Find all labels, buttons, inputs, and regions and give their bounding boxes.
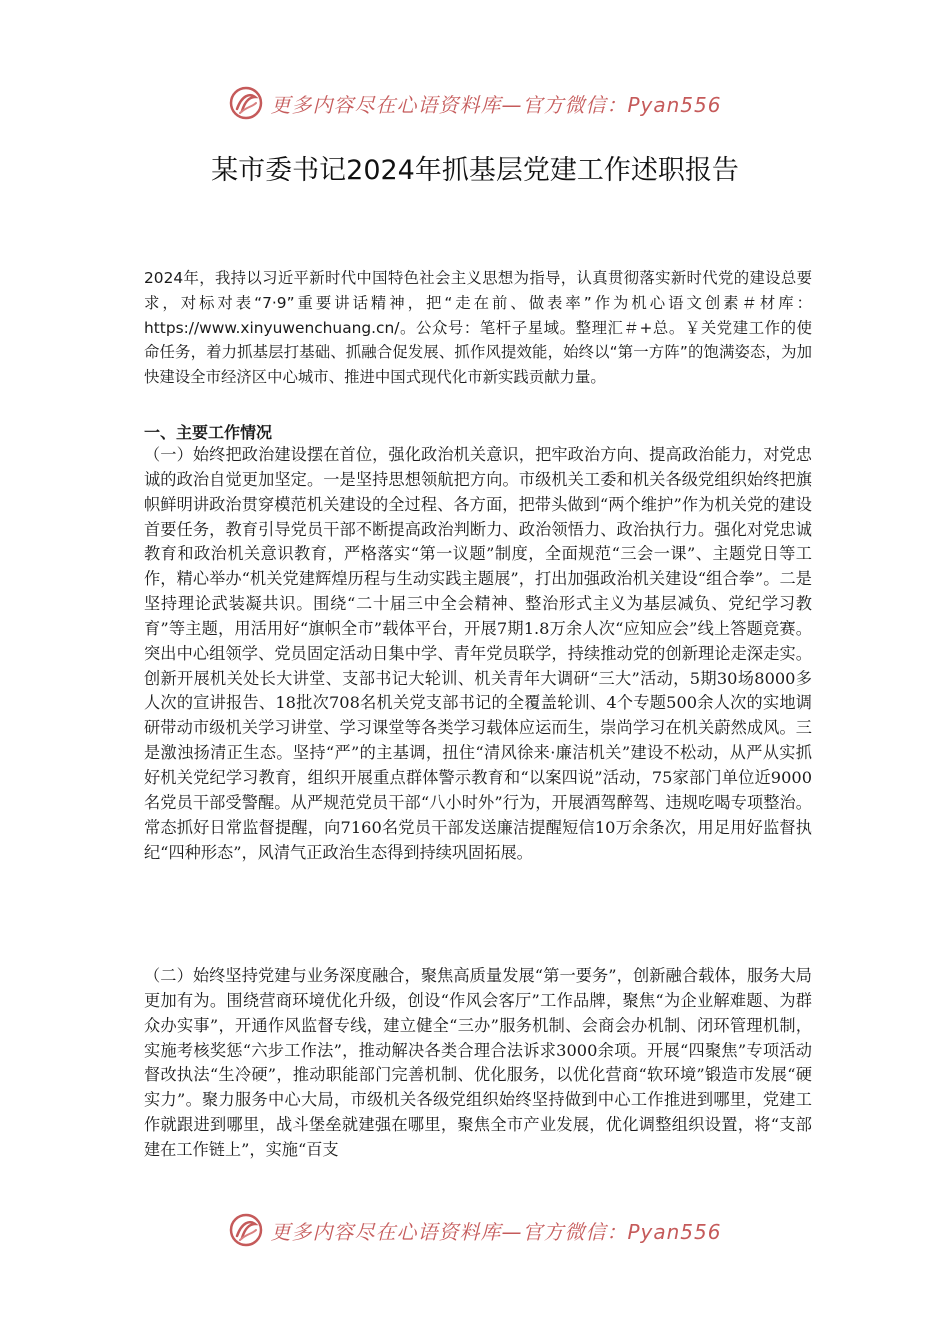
- intro-paragraph: 2024年，我持以习近平新时代中国特色社会主义思想为指导，认真贯彻落实新时代党的建设总要求，对标对表“7·9”重要讲话精神，把“走在前、做表率”作为机心语文创素＃材库：https://www.xinyuwenchuang.cn/。公众号：笔杆子星域。整理汇＃+总。￥关党建工作的使命任务，着力抓基层打基础、抓融合促发展、抓作风提效能，始终以“第一方阵”的饱满姿态，为加快建设全市经济区中心城市、推进中国式现代化市新实践贡献力量。: [144, 269, 812, 387]
- document-title: 某市委书记2024年抓基层党建工作述职报告: [211, 155, 739, 186]
- body-paragraph-2: （二）始终坚持党建与业务深度融合，聚焦高质量发展“第一要务”，创新融合载体，服务大局更加有为。围绕营商环境优化升级，创设“作风会客厅”工作品牌，聚焦“为企业解难题、为群众办实事”，开通作风监督专线，建立健全“三办”服务机制、会商会办机制、闭环管理机制，实施考核奖惩“六步工作法”，推动解决各类合理合法诉求3000余项。开展“四聚焦”专项活动督改执法“生冷硬”，推动职能部门完善机制、优化服务，以优化营商“软环境”锻造市发展“硬实力”。聚力服务中心大局，市级机关各级党组织始终坚持做到中心工作推进到哪里，党建工作就跟进到哪里，战斗堡垒就建强在哪里，聚焦全市产业发展，优化调整组织设置，将“支部建在工作链上”，实施“百支: [144, 966, 812, 1159]
- swirl-logo-icon: [228, 85, 264, 121]
- watermark-text: 更多内容尽在心语资料库—官方微信：Pyan556: [270, 1219, 722, 1244]
- watermark-text: 更多内容尽在心语资料库—官方微信：Pyan556: [270, 92, 722, 117]
- body-paragraph-1: （一）始终把政治建设摆在首位，强化政治机关意识，把牢政治方向、提高政治能力，对党忠诚的政治自觉更加坚定。一是坚持思想领航把方向。市级机关工委和机关各级党组织始终把旗帜鲜明讲政治贯穿模范机关建设的全过程、各方面，把带头做到“两个维护”作为机关党的建设首要任务，教育引导党员干部不断提高政治判断力、政治领悟力、政治执行力。强化对党忠诚教育和政治机关意识教育，严格落实“第一议题”制度，全面规范“三会一课”、主题党日等工作，精心举办“机关党建辉煌历程与生动实践主题展”，打出加强政治机关建设“组合拳”。二是坚持理论武装凝共识。围绕“二十届三中全会精神、整治形式主义为基层减负、党纪学习教育”等主题，用活用好“旗帜全市”载体平台，开展7期1.8万余人次“应知应会”线上答题竞赛。突出中心组领学、党员固定活动日集中学、青年党员联学，持续推动党的创新理论走深走实。创新开展机关处长大讲堂、支部书记大轮训、机关青年大调研“三大”活动，5期30场8000多人次的宣讲报告、18批次708名机关党支部书记的全覆盖轮训、4个专题500余人次的实地调研带动市级机关学习讲堂、学习课堂等各类学习载体应运而生，崇尚学习在机关蔚然成风。三是激浊扬清正生态。坚持“严”的主基调，扭住“清风徐来·廉洁机关”建设不松动，从严从实抓好机关党纪学习教育，组织开展重点群体警示教育和“以案四说”活动，75家部门单位近9000名党员干部受警醒。从严规范党员干部“八小时外”行为，开展酒驾醉驾、违规吃喝专项整治。常态抓好日常监督提醒，向7160名党员干部发送廉洁提醒短信10万余条次，用足用好监督执纪“四种形态”，风清气正政治生态得到持续巩固拓展。: [144, 445, 812, 862]
- swirl-logo-icon: [228, 1212, 264, 1248]
- watermark-banner-top: [0, 83, 950, 123]
- section-heading: 一、主要工作情况: [144, 423, 273, 442]
- watermark-banner-bottom: [0, 1210, 950, 1250]
